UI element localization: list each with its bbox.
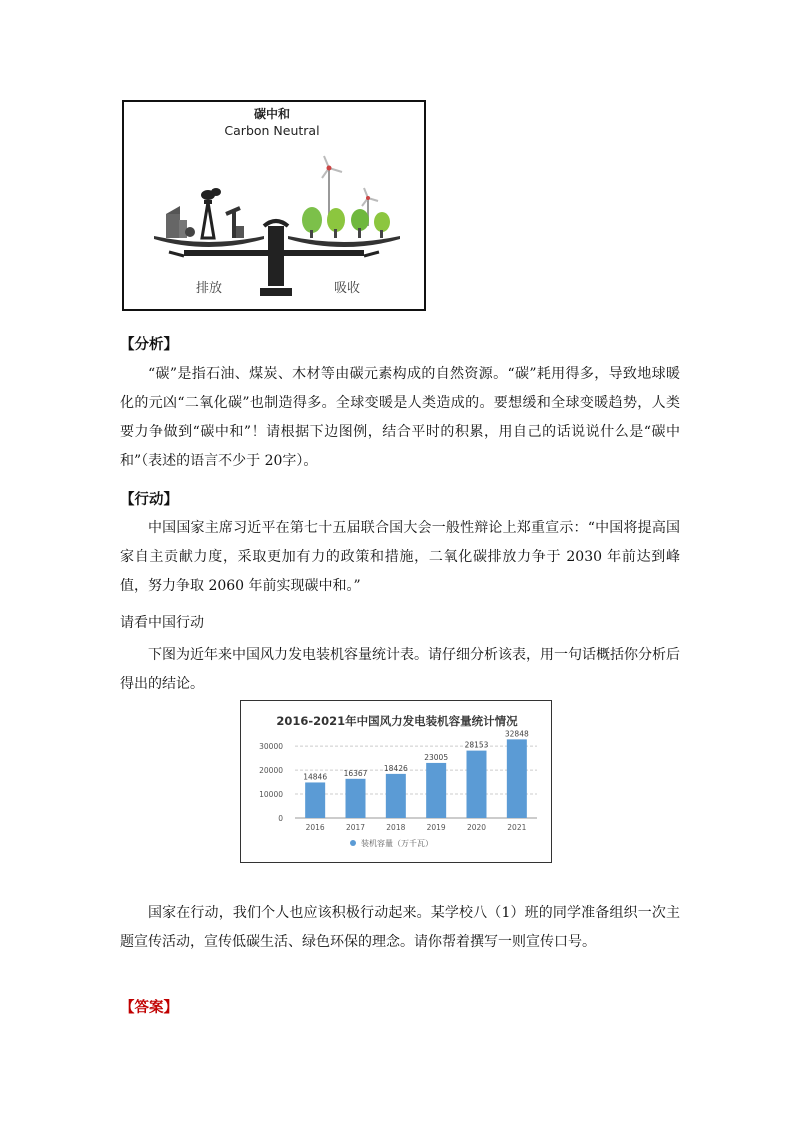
x-tick-label-2019: 2019: [426, 823, 446, 832]
x-tick-label-2018: 2018: [386, 823, 406, 832]
value-label-2020: 28153: [464, 740, 489, 750]
figure-title-cn: 碳中和: [253, 107, 291, 121]
value-label-2017: 16367: [343, 768, 368, 778]
action-heading: 【行动】: [120, 492, 178, 508]
bar-2017: [346, 779, 366, 818]
y-tick-label: 30000: [259, 742, 283, 752]
action-paragraph: 中国国家主席习近平在第七十五届联合国大会一般性辩论上郑重宣示：“中国将提高国家自主贡献力度，采取更加有力的政策和措施，二氧化碳排放力争于 2030 年前达到峰值，努力争取 2060 年前实现碳中和。”: [120, 520, 680, 594]
factory-icon: [166, 206, 187, 238]
bar-2016: [305, 782, 325, 818]
wind-capacity-chart: [240, 700, 552, 863]
closing-paragraph: 国家在行动，我们个人也应该积极行动起来。某学校八（1）班的同学准备组织一次主题宣传活动，宣传低碳生活、绿色环保的理念。请你帮着撰写一则宣传口号。: [120, 905, 680, 950]
bar-2019: [426, 763, 446, 818]
value-label-2019: 23005: [424, 752, 449, 762]
analysis-paragraph: “碳”是指石油、煤炭、木材等由碳元素构成的自然资源。“碳”耗用得多，导致地球暖化的元凶“二氧化碳”也制造得多。全球变暖是人类造成的。要想缓和全球变暖趋势，人类要力争做到“碳中和”！请根据下边图例，结合平时的积累，用自己的话说说什么是“碳中和”（表述的语言不少于 20字）。: [120, 366, 680, 469]
carbon-neutral-figure: [122, 100, 426, 311]
value-label-2018: 18426: [383, 763, 408, 773]
answer-heading: 【答案】: [120, 1000, 178, 1016]
bar-2020: [467, 751, 487, 818]
chart-legend: [350, 838, 433, 848]
bar-2018: [386, 774, 406, 818]
x-tick-label-2020: 2020: [466, 823, 487, 832]
see-china-action: 请看中国行动: [120, 615, 204, 631]
oil-derrick-icon: [201, 188, 221, 238]
legend-label: 装机容量（万千瓦）: [361, 839, 433, 848]
legend-marker: [350, 840, 356, 846]
chart-title: 2016-2021年中国风力发电装机容量统计情况: [276, 714, 518, 728]
analysis-heading: 【分析】: [120, 337, 178, 353]
figure-title-en: Carbon Neutral: [224, 123, 320, 138]
chart-intro-paragraph: 下图为近年来中国风力发电装机容量统计表。请仔细分析该表，用一句话概括你分析后得出的结论。: [120, 647, 680, 692]
y-tick-label: 10000: [259, 790, 283, 800]
value-label-2016: 14846: [303, 772, 328, 782]
figure-label-absorption: 吸收: [333, 281, 361, 296]
x-tick-label-2021: 2021: [507, 823, 527, 832]
tree-icon: [302, 207, 390, 238]
bar-2021: [507, 739, 527, 818]
figure-label-emission: 排放: [195, 281, 223, 296]
value-label-2021: 32848: [504, 729, 529, 739]
x-tick-label-2017: 2017: [345, 823, 366, 832]
y-tick-label: 20000: [259, 766, 283, 776]
x-tick-label-2016: 2016: [305, 823, 325, 832]
y-tick-label: 0: [278, 814, 283, 823]
